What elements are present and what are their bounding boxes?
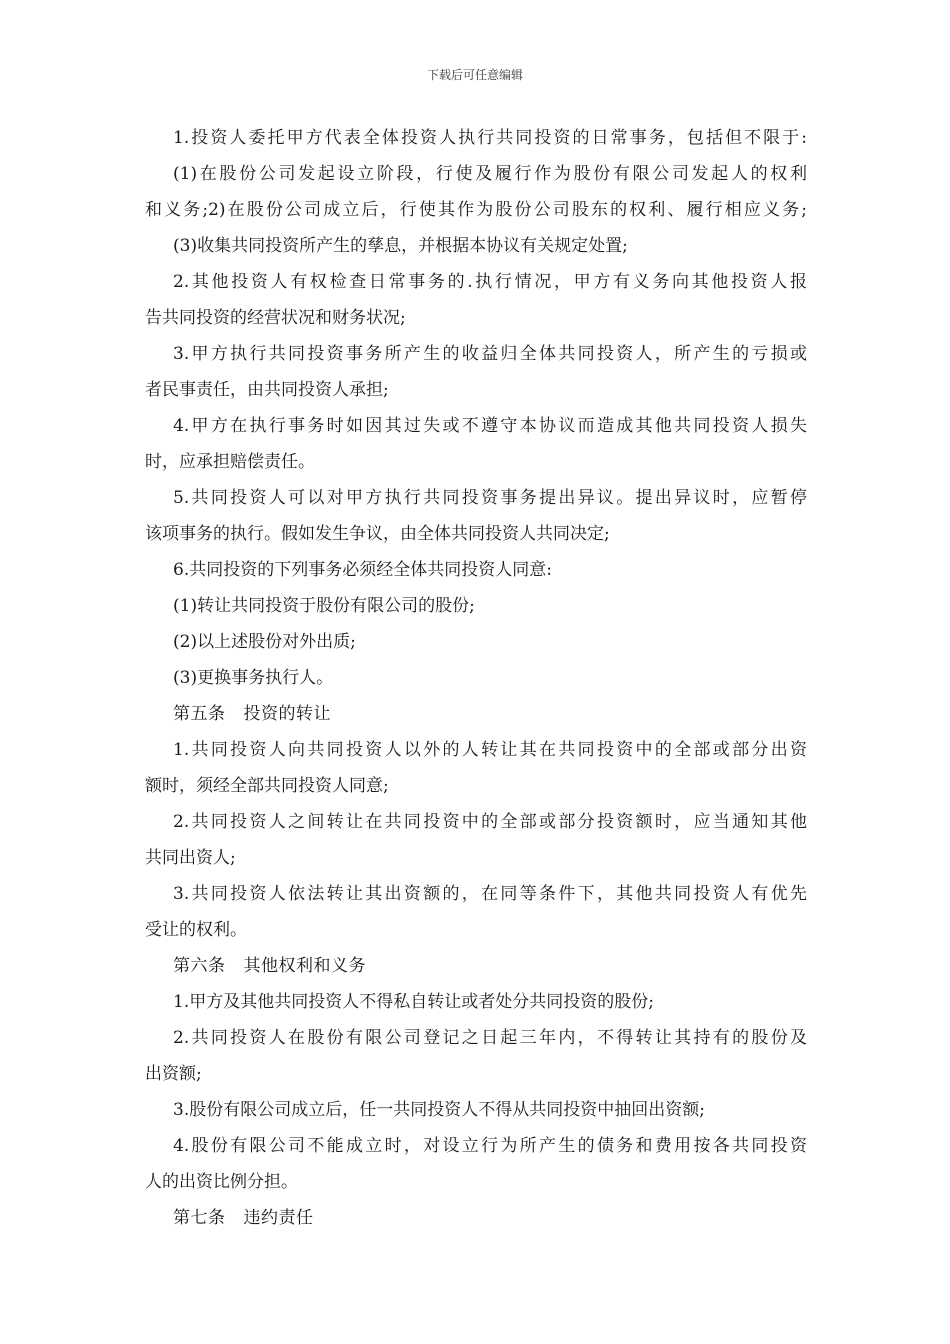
paragraph-line: 共同出资人; xyxy=(145,848,236,868)
paragraph-line: 3.甲方执行共同投资事务所产生的收益归全体共同投资人，所产生的亏损或 xyxy=(173,344,807,364)
paragraph-line: 1.投资人委托甲方代表全体投资人执行共同投资的日常事务，包括但不限于: xyxy=(173,128,807,148)
article-title: 投资的转让 xyxy=(243,704,331,724)
paragraph-line: 4.甲方在执行事务时如因其过失或不遵守本协议而造成其他共同投资人损失 xyxy=(173,416,807,436)
document-body xyxy=(145,120,807,1236)
article-heading-6 xyxy=(145,948,807,984)
paragraph-line: 4.股份有限公司不能成立时，对设立行为所产生的债务和费用按各共同投资 xyxy=(173,1136,807,1156)
paragraph-line: 3.股份有限公司成立后，任一共同投资人不得从共同投资中抽回出资额; xyxy=(173,1100,705,1120)
page-header: 下载后可任意编辑 xyxy=(426,68,523,82)
paragraph-line: (2)以上述股份对外出质; xyxy=(173,632,356,652)
paragraph-line: 该项事务的执行。假如发生争议，由全体共同投资人共同决定; xyxy=(145,524,610,544)
paragraph-line: 和义务;2)在股份公司成立后，行使其作为股份公司股东的权利、履行相应义务; xyxy=(145,200,807,220)
paragraph-line: 告共同投资的经营状况和财务状况; xyxy=(145,308,406,328)
article-number: 第七条 xyxy=(173,1208,226,1228)
paragraph-line: (3)更换事务执行人。 xyxy=(173,668,334,688)
article-title: 违约责任 xyxy=(243,1208,314,1228)
paragraph-line: 1.共同投资人向共同投资人以外的人转让其在共同投资中的全部或部分出资 xyxy=(173,740,807,760)
paragraph-line: 2.共同投资人在股份有限公司登记之日起三年内，不得转让其持有的股份及 xyxy=(173,1028,807,1048)
paragraph-line: 6.共同投资的下列事务必须经全体共同投资人同意: xyxy=(173,560,552,580)
paragraph-line: 人的出资比例分担。 xyxy=(145,1172,298,1192)
paragraph-line: (1)在股份公司发起设立阶段，行使及履行作为股份有限公司发起人的权利 xyxy=(173,164,807,184)
paragraph-line: 受让的权利。 xyxy=(145,920,247,940)
paragraph-line: 者民事责任，由共同投资人承担; xyxy=(145,380,389,400)
article-number: 第五条 xyxy=(173,704,226,724)
paragraph-line: 额时，须经全部共同投资人同意; xyxy=(145,776,389,796)
paragraph-line: 时，应承担赔偿责任。 xyxy=(145,452,315,472)
article-heading-7 xyxy=(145,1200,807,1236)
paragraph-line: (1)转让共同投资于股份有限公司的股份; xyxy=(173,596,475,616)
paragraph-line: 5.共同投资人可以对甲方执行共同投资事务提出异议。提出异议时，应暂停 xyxy=(173,488,807,508)
paragraph-line: (3)收集共同投资所产生的孳息，并根据本协议有关规定处置; xyxy=(173,236,628,256)
paragraph-line: 2.共同投资人之间转让在共同投资中的全部或部分投资额时，应当通知其他 xyxy=(173,812,807,832)
article-heading-5 xyxy=(145,696,807,732)
paragraph-line: 3.共同投资人依法转让其出资额的，在同等条件下，其他共同投资人有优先 xyxy=(173,884,807,904)
article-title: 其他权利和义务 xyxy=(243,956,366,976)
paragraph-line: 1.甲方及其他共同投资人不得私自转让或者处分共同投资的股份; xyxy=(173,992,654,1012)
paragraph-line: 出资额; xyxy=(145,1064,202,1084)
paragraph-line: 2.其他投资人有权检查日常事务的.执行情况，甲方有义务向其他投资人报 xyxy=(173,272,807,292)
article-number: 第六条 xyxy=(173,956,226,976)
